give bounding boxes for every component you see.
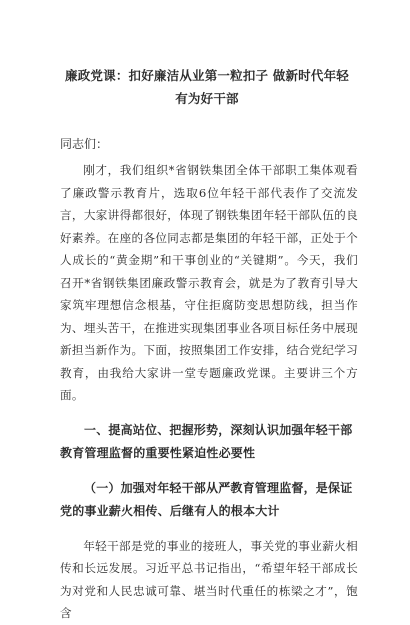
- salutation: 同志们：: [60, 137, 109, 151]
- section-heading-1: 一、提高站位、把握形势，深刻认识加强年轻干部教育管理监督的重要性紧迫性必要性: [60, 422, 353, 460]
- subsection-heading-1: （一）加强对年轻干部从严教育管理监督，是保证党的事业薪火相传、后继有人的根本大计: [60, 480, 353, 518]
- body-paragraph-intro: 刚才，我们组织*省钢铁集团全体干部职工集体观看了廉政警示教育片，选取6位年轻干部代表作了交流发言，大家讲得都很好，体现了钢铁集团年轻干部队伍的良好素养。在座的各位同志都是集团的年轻干部，正处于个人成长的“黄金期”和干事创业的“关键期”。今天，我们召开*省钢铁集团廉政警示教育会，就是为了教育引导大家筑牢理想信念根基，守住拒腐防变思想防线，担当作为、埋头苦干，在推进实现集团事业各项目标任务中展现新担当新作为。下面，按照集团工作安排，结合党纪学习教育，由我给大家讲一堂专题廉政党课。主要讲三个方面。: [60, 163, 358, 402]
- document-title: 廉政党课：扣好廉洁从业第一粒扣子 做新时代年轻有为好干部: [65, 68, 349, 106]
- body-paragraph-2: 年轻干部是党的事业的接班人，事关党的事业薪火相传和长远发展。习近平总书记指出，“希望年轻干部成长为对党和人民忠诚可靠、堪当时代重任的栋梁之才”，饱含: [60, 538, 358, 620]
